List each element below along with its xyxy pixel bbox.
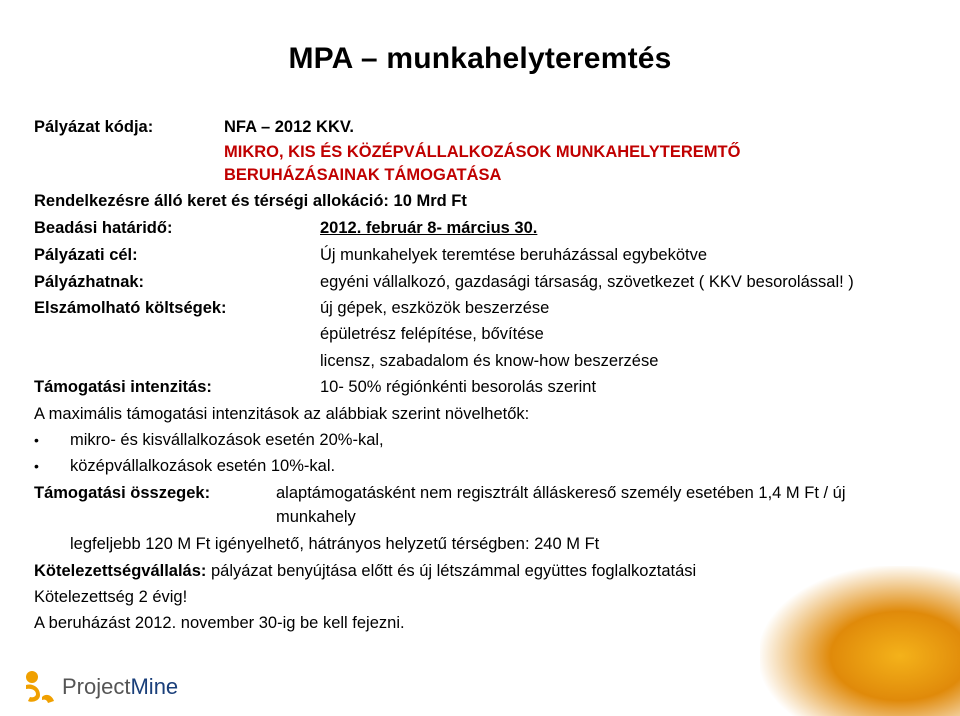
cost-item: licensz, szabadalom és know-how beszerzése xyxy=(320,352,659,370)
obligation-label: Kötelezettségvállalás: xyxy=(34,562,207,580)
applicants-label: Pályázhatnak: xyxy=(34,273,145,291)
intensity-value: 10- 50% régiónkénti besorolás szerint xyxy=(320,378,597,396)
bullet-item: középvállalkozások esetén 10%-kal. xyxy=(70,457,336,475)
bullet-icon: • xyxy=(34,432,39,448)
completion-line: A beruházást 2012. november 30-ig be kell fejezni. xyxy=(34,614,405,632)
program-title-line2: BERUHÁZÁSAINAK TÁMOGATÁSA xyxy=(224,166,502,184)
costs-label: Elszámolható költségek: xyxy=(34,299,227,317)
amber-decoration xyxy=(760,566,960,716)
bullet-item: mikro- és kisvállalkozások esetén 20%-kal, xyxy=(70,431,384,449)
max-amount-line: legfeljebb 120 M Ft igényelhető, hátrányos helyzetű térségben: 240 M Ft xyxy=(70,535,600,553)
program-title-line1: MIKRO, KIS ÉS KÖZÉPVÁLLALKOZÁSOK MUNKAHELYTEREMTŐ xyxy=(224,143,741,161)
deadline-label: Beadási határidő: xyxy=(34,219,173,237)
amounts-line2: munkahely xyxy=(276,508,356,526)
cost-item: épületrész felépítése, bővítése xyxy=(320,325,544,343)
code-label: Pályázat kódja: xyxy=(34,118,154,136)
amounts-line1: alaptámogatásként nem regisztrált álláskereső személy esetében 1,4 M Ft / új xyxy=(276,484,846,502)
deadline-value: 2012. február 8- március 30. xyxy=(320,219,538,237)
obligation-line xyxy=(34,562,696,581)
amounts-label: Támogatási összegek: xyxy=(34,484,211,502)
increase-line: A maximális támogatási intenzitások az alábbiak szerint növelhetők: xyxy=(34,405,530,423)
intensity-label: Támogatási intenzitás: xyxy=(34,378,212,396)
cost-item: új gépek, eszközök beszerzése xyxy=(320,299,550,317)
logo-text: ProjectMine xyxy=(62,674,179,699)
code-value: NFA – 2012 KKV. xyxy=(224,118,354,136)
goal-label: Pályázati cél: xyxy=(34,246,138,264)
goal-value: Új munkahelyek teremtése beruházással egybekötve xyxy=(320,246,708,264)
bullet-icon: • xyxy=(34,458,39,474)
obligation-years: Kötelezettség 2 évig! xyxy=(34,588,188,606)
projectmine-logo xyxy=(18,664,178,710)
page-title: MPA – munkahelyteremtés xyxy=(288,42,672,75)
budget-line: Rendelkezésre álló keret és térségi allokáció: 10 Mrd Ft xyxy=(34,192,467,210)
applicants-value: egyéni vállalkozó, gazdasági társaság, szövetkezet ( KKV besorolással! ) xyxy=(320,273,854,291)
obligation-value: pályázat benyújtása előtt és új létszámmal együttes foglalkoztatási xyxy=(206,562,697,580)
logo-mark-icon xyxy=(18,667,58,707)
